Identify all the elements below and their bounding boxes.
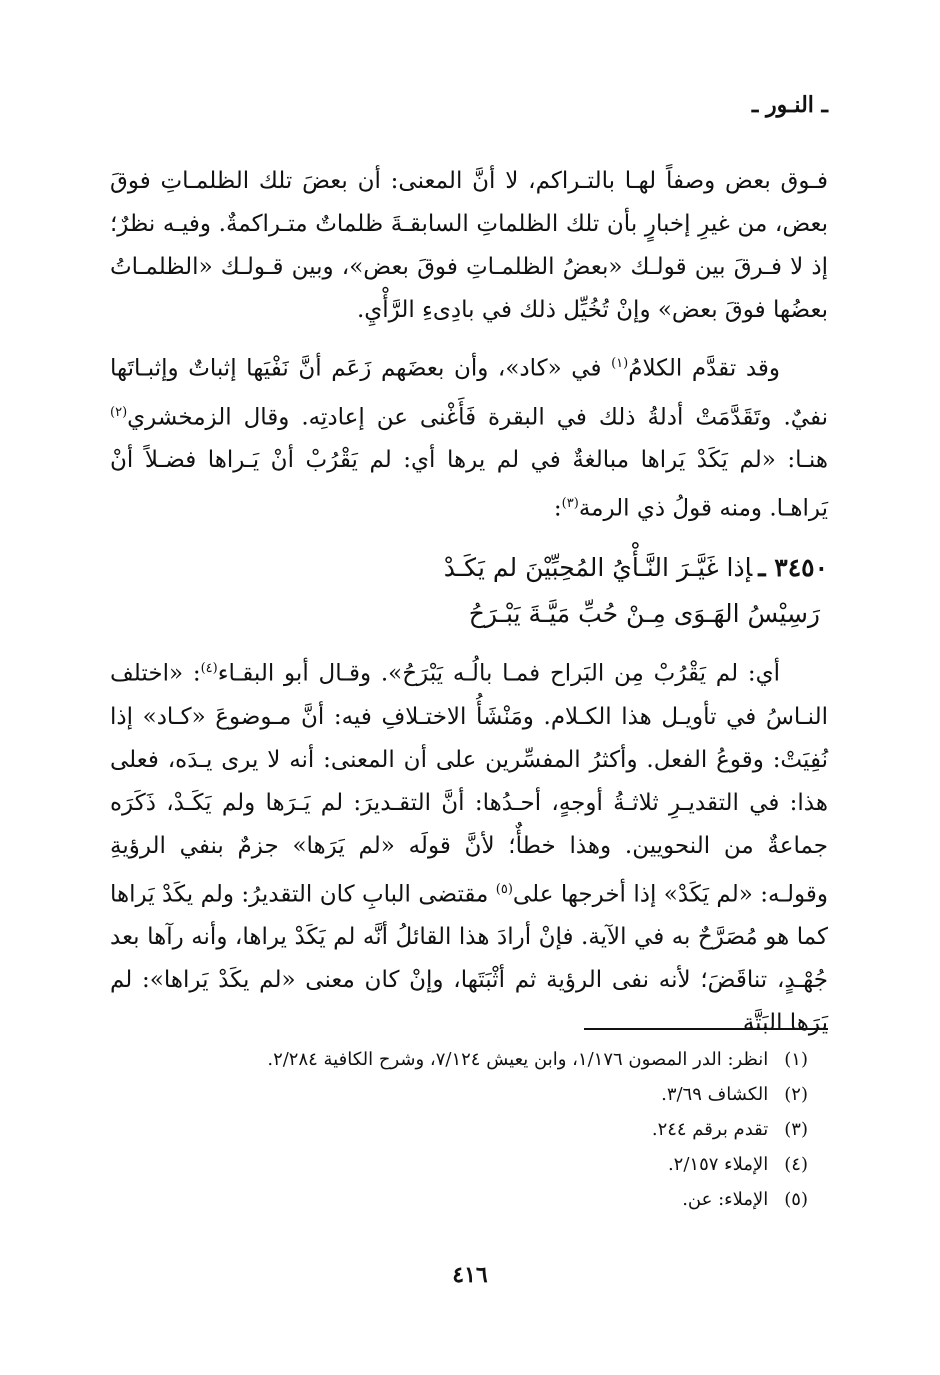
footnote-item: (٣) تقدم برقم ٢٤٤. — [651, 1119, 808, 1140]
footnote-ref-5: (٥) — [495, 881, 513, 897]
footnote-item: (٤) الإملاء ٢/١٥٧. — [667, 1154, 808, 1175]
footnote-ref-3: (٣) — [561, 496, 579, 512]
footnote-item: (١) انظر: الدر المصون ١/١٧٦، وابن يعيش ٧/١٢٤، وشرح الكافية ٢/٢٨٤. — [267, 1049, 808, 1070]
paragraph-1: فـوق بعض وصفاً لهـا بالتـراكم، لا أنَّ المعنى: أن بعضَ تلك الظلمـاتِ فوقَ بعض، من غيرِ إخبارٍ بأن تلك الظلماتِ السابقـةَ ظلماتٌ متـراكمةٌ. وفيـه نظرٌ؛ إذ لا فـرقَ بين قولـك «بعضُ الظلمـاتِ فوقَ بعض»، وبين قـولـك «الظلمـاتُ بعضُها فوقَ بعض» وإنْ تُخُيِّل ذلك في بادِىءِ الرَّأْيِ. — [110, 168, 828, 323]
footnote-ref-1: (١) — [611, 356, 629, 371]
poem-hemistich-1: ٣٤٥٠ ـإذا غَيَّـرَ النَّـأْيُ المُحِبِّيْنَ لم يَكَـدْ — [443, 552, 828, 582]
footnote-ref-4: (٤) — [200, 660, 218, 676]
verse-number: ٣٤٥٠ ـ — [758, 552, 828, 582]
main-text — [110, 160, 828, 1055]
footnote-divider — [584, 1028, 828, 1030]
paragraph-3: أي: لم يَقْرُبْ مِن البَراح فمـا بالُـه يَبْرَحُ». وقـال أبو البقـاء$^{(٤)}$: «اختلف النـاسُ في تأويـل هذا الكـلام. ومَنْشَأُ الاختـلافِ فيه: أنَّ مـوضوعَ «كـاد» إذا نُفِيَتْ: وقوعُ الفعل. وأكثرُ المفسِّرين على أن المعنى: أنه لا يرى يـدَه، فعلى هذا: في التقديـرِ ثلاثـةُ أوجهٍ، أحـدُها: أنَّ التقـديرَ: لم يَـرَها ولم يَكَـدْ، ذَكَرَه جماعةٌ من النحويين. وهذا خطأٌ؛ لأنَّ قولَه «لم يَرَها» جزمٌ بنفي الرؤيةِ وقولـه: «لم يَكَدْ» إذا أخرجها على$^{(٥)}$ مقتضى البابِ كان التقديرُ: ولم يكَدْ يَراها كما هو مُصَرَّحٌ به في الآية. فإنْ أرادَ هذا القائلُ أنَّه لم يَكَدْ يراها، وأنه رآها بعد جُهْـدٍ، تناقَضَ؛ لأنه نفى الرؤية ثم أثْبَتَها، وإنْ كان معنى «لم يكَدْ يَراها»: لم يَرَها البَتَّة — [110, 660, 829, 1037]
footnote-item: (٥) الإملاء: عن. — [682, 1189, 808, 1210]
page-number: ٤١٦ — [452, 1262, 488, 1288]
footnote-ref-2: (٢) — [110, 404, 128, 420]
poem-hemistich-2: رَسِيْسُ الهَـوَى مِـنْ حُبِّ مَيَّـةَ يَبْـرَحُ — [468, 598, 820, 628]
paragraph-2: وقد تقدَّم الكلامُ$^{(١)}$ في «كاد»، وأن بعضَهم زَعَم أنَّ نَفْيَها إثباتٌ وإثبـاتَها نفيٌ. وتَقَدَّمَتْ أدلةُ ذلك في البقرة فَأَغْنى عن إعادتِه. وقال الزمخشري$^{(٢)}$ هنـا: «لم يَكَدْ يَراها مبالغةٌ في لم يرها أي: لم يَقْرُبْ أنْ يَـراها فضـلاً أنْ يَراهـا. ومنه قولُ ذي الرمة$^{(٣)}$: — [110, 355, 828, 522]
poem-verse — [110, 545, 828, 637]
footnotes — [118, 1042, 808, 1217]
footnote-item: (٢) الكشاف ٣/٦٩. — [661, 1084, 808, 1105]
running-head: ـ النـور ـ — [751, 92, 828, 118]
